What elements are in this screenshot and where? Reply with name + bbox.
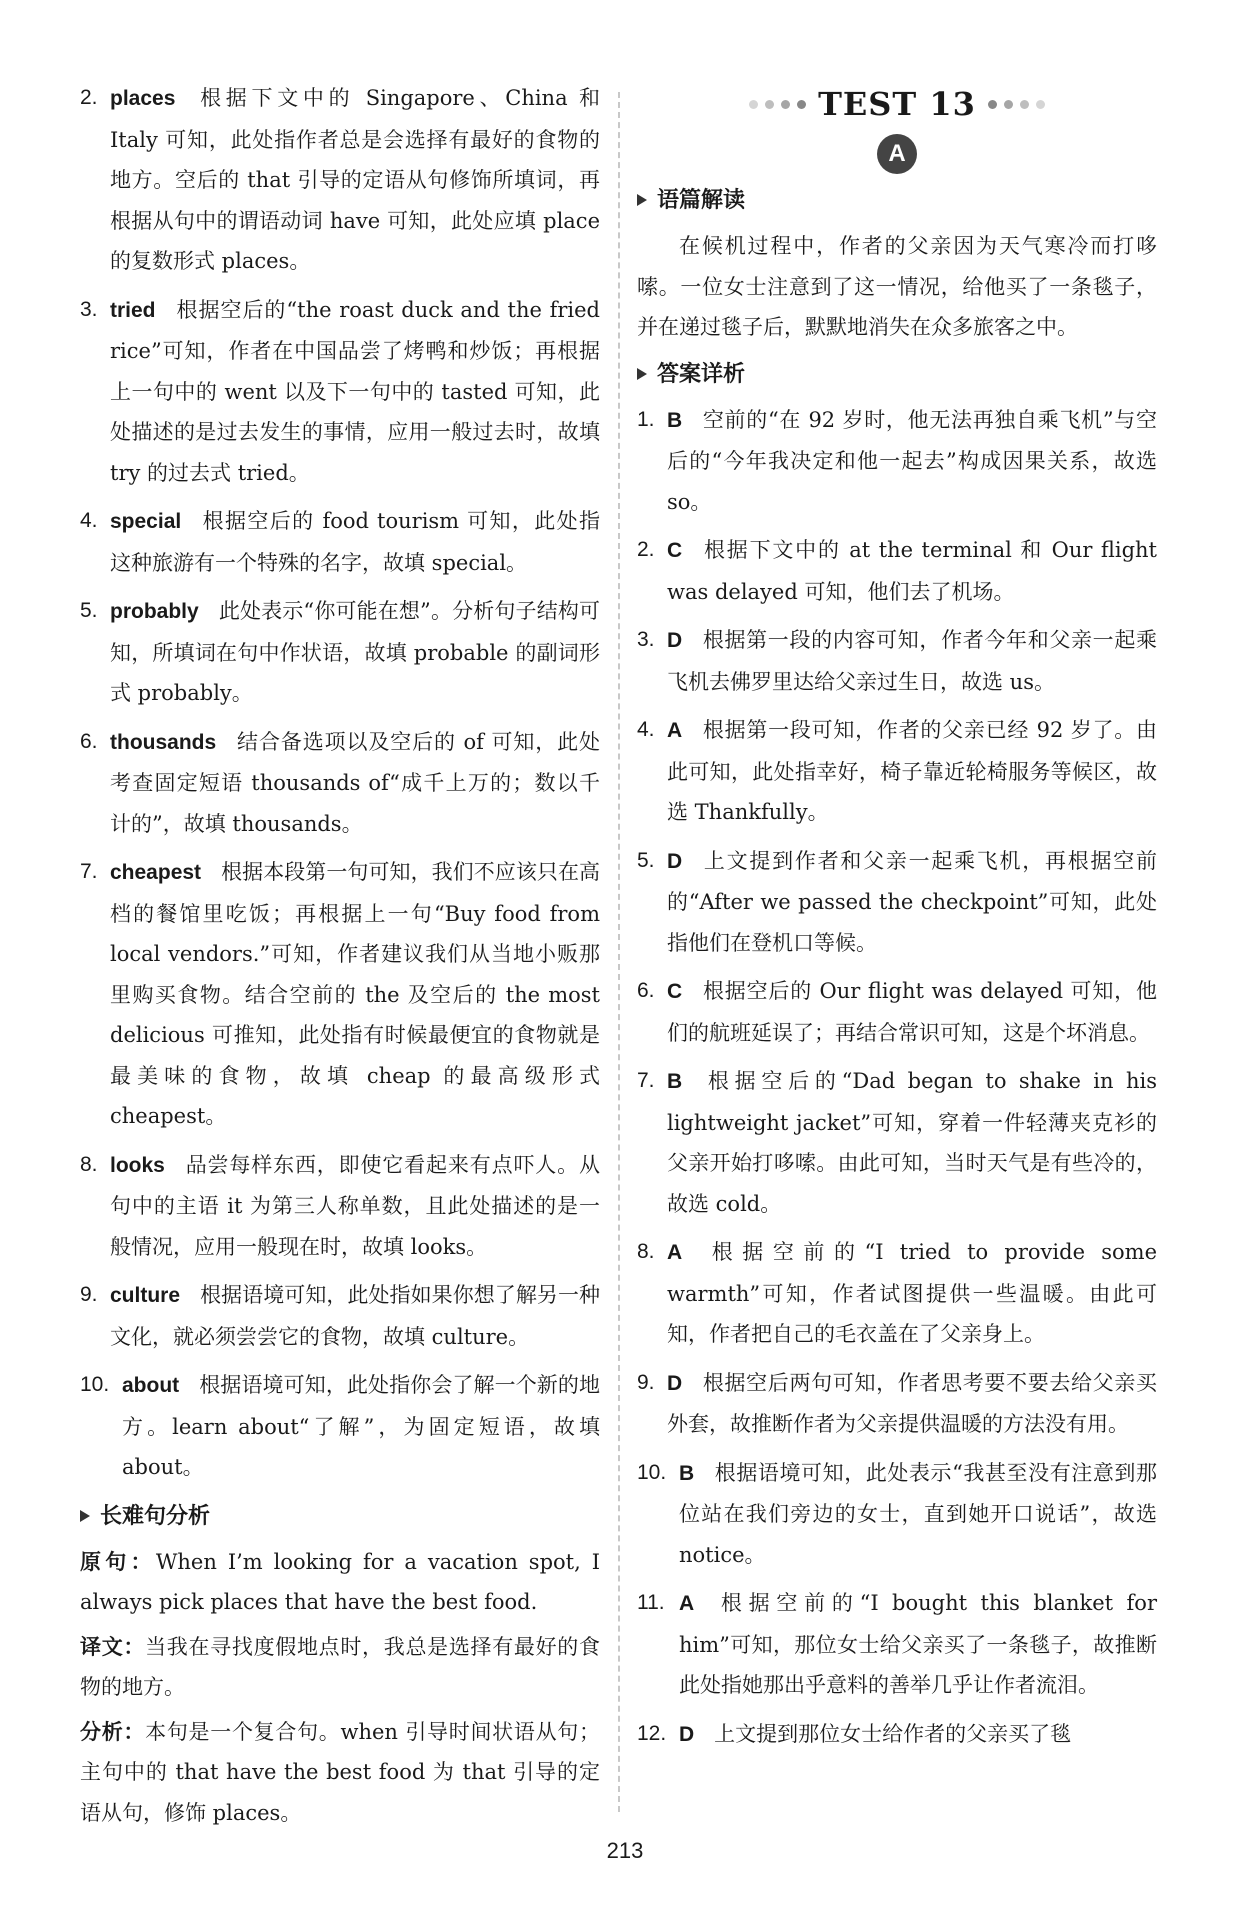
item-number: 3. bbox=[637, 628, 655, 651]
item-answer: A bbox=[667, 719, 683, 742]
analysis-text: 本句是一个复合句。when 引导时间状语从句；主句中的 that have the best food 为 that 引导的定语从句，修饰 places。 bbox=[80, 1719, 600, 1825]
item-answer: B bbox=[667, 408, 683, 432]
answer-item bbox=[80, 591, 600, 714]
right-column bbox=[637, 78, 1157, 1763]
answer-item bbox=[637, 400, 1157, 523]
item-number: 11. bbox=[637, 1591, 665, 1614]
item-explanation: 空前的“在 92 岁时，他无法再独自乘飞机”与空后的“今年我决定和他一起去”构成因果关系，故选 so。 bbox=[667, 407, 1157, 514]
item-explanation: 品尝每样东西，即使它看起来有点吓人。从句中的主语 it 为第三人称单数，且此处描述的是一般情况，应用一般现在时，故填 looks。 bbox=[110, 1152, 600, 1259]
item-explanation: 根据本段第一句可知，我们不应该只在高档的餐馆里吃饭；再根据上一句“Buy food from local vendors.”可知，作者建议我们从当地小贩那里购买食物。结合空前的 the 及空后的 the most delicious 可推知，此处指有时候最便宜的食物就是最美味的食物，故填 cheap 的最高级形式 cheapest。 bbox=[110, 860, 600, 1128]
item-number: 2. bbox=[637, 538, 655, 561]
translation-label: 译文： bbox=[80, 1633, 146, 1659]
answer-item bbox=[637, 1714, 1157, 1756]
item-explanation: 根据第一段的内容可知，作者今年和父亲一起乘飞机去佛罗里达给父亲过生日，故选 us。 bbox=[667, 628, 1157, 694]
item-explanation: 根据空后的 Our flight was delayed 可知，他们的航班延误了；再结合常识可知，这是个坏消息。 bbox=[667, 979, 1157, 1045]
item-explanation: 结合备选项以及空后的 of 可知，此处考查固定短语 thousands of“成千上万的；数以千计的”，故填 thousands。 bbox=[110, 729, 600, 836]
item-answer: looks bbox=[110, 1153, 165, 1177]
answer-item bbox=[637, 620, 1157, 702]
triangle-marker-icon bbox=[637, 368, 647, 380]
item-number: 7. bbox=[80, 860, 98, 883]
item-answer: D bbox=[667, 849, 683, 873]
translation-sentence bbox=[80, 1627, 600, 1708]
item-number: 9. bbox=[80, 1283, 98, 1306]
item-explanation: 根据空后的“the roast duck and the fried rice”可知，作者在中国品尝了烤鸭和炒饭；再根据上一句中的 went 以及下一句中的 tasted 可知，此处描述的是过去发生的事情，应用一般过去时，故填 try 的过去式 tried。 bbox=[110, 297, 600, 485]
item-answer: D bbox=[679, 1722, 695, 1746]
item-answer: tried bbox=[110, 298, 156, 322]
item-answer: C bbox=[667, 980, 683, 1003]
item-number: 5. bbox=[80, 599, 98, 622]
reading-summary: 在候机过程中，作者的父亲因为天气寒冷而打哆嗦。一位女士注意到了这一情况，给他买了一条毯子，并在递过毯子后，默默地消失在众多旅客之中。 bbox=[637, 234, 1157, 339]
original-sentence bbox=[80, 1542, 600, 1623]
answer-item bbox=[637, 841, 1157, 964]
item-explanation: 此处表示“你可能在想”。分析句子结构可知，所填词在句中作状语，故填 probable 的副词形式 probably。 bbox=[110, 599, 600, 705]
answer-item bbox=[80, 1275, 600, 1357]
item-explanation: 根据空前的“I bought this blanket for him”可知，那位女士给父亲买了一条毯子，故推断此处指她那出乎意料的善举几乎让作者流泪。 bbox=[679, 1591, 1157, 1697]
item-answer: A bbox=[679, 1592, 695, 1615]
original-label: 原句： bbox=[80, 1548, 156, 1574]
item-explanation: 根据下文中的 Singapore、China 和 Italy 可知，此处指作者总是会选择有最好的食物的地方。空后的 that 引导的定语从句修饰所填词，再根据从句中的谓语动词 have 可知，此处应填 place 的复数形式 places。 bbox=[110, 86, 600, 273]
item-number: 10. bbox=[80, 1373, 110, 1396]
answer-item bbox=[80, 78, 600, 282]
answer-item bbox=[80, 1365, 600, 1488]
item-number: 8. bbox=[637, 1240, 655, 1263]
page-number: 213 bbox=[606, 1838, 644, 1863]
item-answer: special bbox=[110, 510, 182, 533]
item-answer: B bbox=[679, 1461, 695, 1485]
answer-item bbox=[637, 1363, 1157, 1445]
item-number: 12. bbox=[637, 1721, 667, 1745]
item-number: 2. bbox=[80, 86, 98, 109]
answer-item bbox=[637, 1453, 1157, 1576]
item-number: 9. bbox=[637, 1370, 655, 1394]
analysis-label: 分析： bbox=[80, 1718, 146, 1744]
item-number: 10. bbox=[637, 1460, 667, 1484]
item-explanation: 根据语境可知，此处表示“我甚至没有注意到那位站在我们旁边的女士，直到她开口说话”，故选 notice。 bbox=[679, 1460, 1157, 1567]
answer-item bbox=[80, 722, 600, 845]
section-badge: A bbox=[877, 134, 917, 174]
item-answer: about bbox=[122, 1374, 180, 1397]
item-explanation: 根据语境可知，此处指你会了解一个新的地方。learn about“了解”，为固定短语，故填 about。 bbox=[122, 1373, 600, 1479]
answer-item bbox=[637, 1061, 1157, 1224]
column-divider bbox=[618, 92, 620, 1812]
answer-item bbox=[637, 971, 1157, 1053]
test-title: TEST 13 bbox=[818, 85, 976, 123]
item-explanation: 根据第一段可知，作者的父亲已经 92 岁了。由此可知，此处指幸好，椅子靠近轮椅服务等候区，故选 Thankfully。 bbox=[667, 718, 1157, 824]
answer-item bbox=[637, 530, 1157, 612]
translation-text: 当我在寻找度假地点时，我总是选择有最好的食物的地方。 bbox=[80, 1634, 601, 1699]
triangle-marker-icon bbox=[637, 194, 647, 206]
answer-item bbox=[80, 852, 600, 1137]
item-explanation: 根据空前的“I tried to provide some warmth”可知，作者试图提供一些温暖。由此可知，作者把自己的毛衣盖在了父亲身上。 bbox=[667, 1240, 1157, 1346]
item-number: 3. bbox=[80, 297, 98, 321]
answer-item bbox=[80, 1145, 600, 1268]
answer-item bbox=[80, 290, 600, 494]
long-sentence-heading: 长难句分析 bbox=[80, 1496, 600, 1536]
item-answer: D bbox=[667, 1371, 683, 1395]
left-answer-list bbox=[80, 78, 600, 1488]
answer-item bbox=[637, 1232, 1157, 1355]
item-explanation: 根据下文中的 at the terminal 和 Our flight was delayed 可知，他们去了机场。 bbox=[667, 538, 1157, 604]
item-explanation: 上文提到作者和父亲一起乘飞机，再根据空前的“After we passed the checkpoint”可知，此处指他们在登机口等候。 bbox=[667, 848, 1157, 955]
section-badge-wrap bbox=[637, 134, 1157, 174]
item-explanation: 根据空后的 food tourism 可知，此处指这种旅游有一个特殊的名字，故填 special。 bbox=[110, 509, 600, 575]
answers-heading: 答案详析 bbox=[637, 354, 1157, 394]
item-number: 5. bbox=[637, 848, 655, 872]
item-number: 4. bbox=[80, 509, 98, 532]
item-number: 7. bbox=[637, 1069, 655, 1092]
reading-heading: 语篇解读 bbox=[637, 180, 1157, 220]
item-answer: places bbox=[110, 87, 176, 110]
triangle-marker-icon bbox=[80, 1510, 90, 1522]
item-answer: C bbox=[667, 539, 683, 562]
item-number: 6. bbox=[637, 979, 655, 1002]
item-answer: probably bbox=[110, 600, 199, 623]
item-answer: D bbox=[667, 629, 683, 652]
item-answer: A bbox=[667, 1241, 683, 1264]
analysis-sentence bbox=[80, 1712, 600, 1834]
item-answer: B bbox=[667, 1070, 683, 1093]
right-dots-decoration bbox=[988, 100, 1045, 109]
test-header bbox=[637, 82, 1157, 126]
item-explanation: 上文提到那位女士给作者的父亲买了毯 bbox=[714, 1721, 1072, 1746]
item-number: 6. bbox=[80, 729, 98, 753]
item-number: 8. bbox=[80, 1152, 98, 1176]
item-answer: thousands bbox=[110, 730, 217, 754]
left-dots-decoration bbox=[749, 100, 806, 109]
answer-item bbox=[637, 710, 1157, 833]
item-answer: cheapest bbox=[110, 861, 202, 884]
left-column bbox=[80, 78, 600, 1837]
right-answer-list bbox=[637, 400, 1157, 1756]
item-explanation: 根据空后两句可知，作者思考要不要去给父亲买外套，故推断作者为父亲提供温暖的方法没有用。 bbox=[667, 1370, 1157, 1436]
item-number: 4. bbox=[637, 718, 655, 741]
answer-item bbox=[80, 501, 600, 583]
item-explanation: 根据语境可知，此处指如果你想了解另一种文化，就必须尝尝它的食物，故填 culture。 bbox=[110, 1283, 600, 1349]
item-explanation: 根据空后的“Dad began to shake in his lightweight jacket”可知，穿着一件轻薄夹克衫的父亲开始打哆嗦。由此可知，当时天气是有些冷的，故选 cold。 bbox=[667, 1069, 1157, 1216]
original-text: When I’m looking for a vacation spot, I always pick places that have the best food. bbox=[80, 1549, 601, 1614]
item-answer: culture bbox=[110, 1284, 181, 1307]
item-number: 1. bbox=[637, 407, 655, 431]
answer-item bbox=[637, 1583, 1157, 1706]
